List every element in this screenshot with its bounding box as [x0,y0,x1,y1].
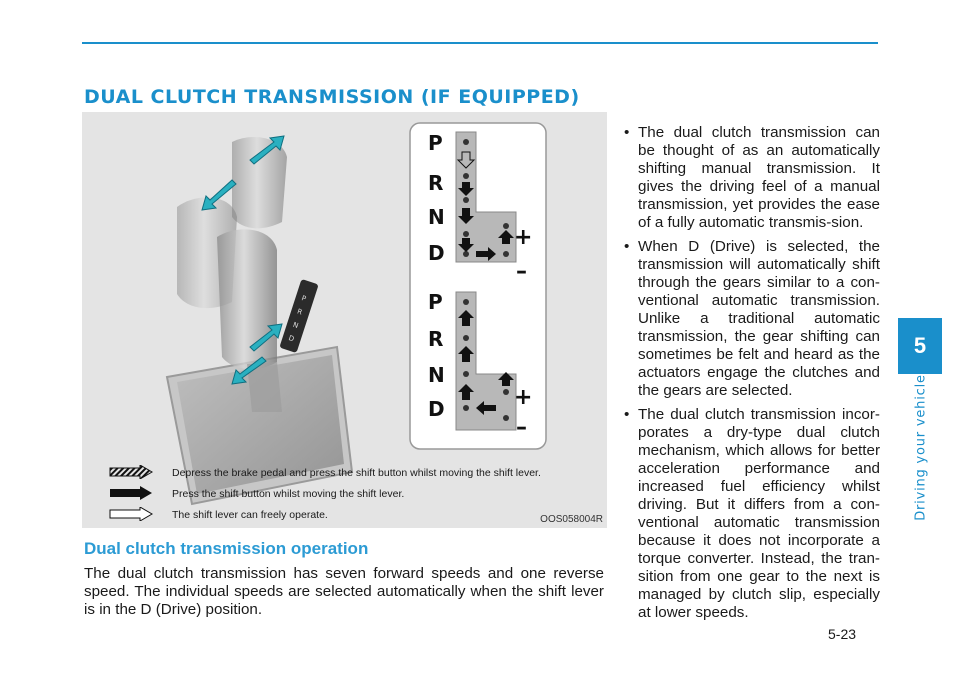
gate-pattern-panel [410,123,546,449]
legend-text: The shift lever can freely operate. [172,509,328,521]
top-rule [82,42,878,44]
manual-minus-label-lower: – [516,415,527,440]
manual-plus-label-lower: + [514,385,533,410]
legend-text: Depress the brake pedal and press the shift button whilst moving the shift lever. [172,467,541,479]
gate-label-p: P [428,131,443,155]
gate-label-r-lower: R [428,327,444,351]
chapter-label: Driving your vehicle [913,374,929,521]
hatched-arrow-icon [108,465,154,479]
figure-code: OOS058004R [540,514,603,525]
gate-label-d: D [428,241,445,265]
solid-arrow-icon [108,486,154,500]
page-number: 5-23 [828,626,857,642]
bullet-item: • The dual clutch transmission can be thought of as an automatically shifting manual transmission. It gives the driving feel of a manual transmission, yet provides the ease of a fully automatic transmis-sion. [616,124,880,232]
bullet-item: • When D (Drive) is selected, the transmission will automatically shift through the gears similar to a con-ventional automatic transmission. Unlike a traditional automatic transmission, the gear shifting can sometimes be felt and heard as the actuators engage the clutches and the gears are selected. [616,238,880,400]
indicator-label-n: N [291,320,300,331]
gate-label-n-lower: N [428,363,445,387]
outline-arrow-icon [108,507,154,521]
bullet-list [616,124,880,628]
legend-row [108,465,603,486]
gate-label-p-lower: P [428,290,443,314]
figure-legend [108,465,603,528]
manual-plus-label: + [514,225,533,250]
legend-text: Press the shift button whilst moving the shift lever. [172,488,405,500]
indicator-label-p: P [300,294,307,304]
chapter-tab: 5 [898,318,942,374]
subsection-body: The dual clutch transmission has seven forward speeds and one reverse speed. The individual speeds are selected automatically when the shift lever is in the D (Drive) position. [84,565,604,618]
subsection-heading: Dual clutch transmission operation [84,539,369,558]
manual-minus-label: – [516,259,527,284]
indicator-label-d: D [287,334,296,344]
gate-label-n: N [428,205,445,229]
legend-row [108,486,603,507]
gate-label-d-lower: D [428,397,445,421]
section-title: DUAL CLUTCH TRANSMISSION (IF EQUIPPED) [84,86,580,108]
legend-row [108,507,603,528]
indicator-label-r: R [296,307,304,317]
gear-indicator-strip [279,279,318,353]
bullet-item: • The dual clutch transmission incor-porates a dry-type dual clutch mechanism, which allows for better acceleration performance and increased fuel efficiency whilst driving. But it differs from a con-ventional automatic transmission because it does not incorporate a torque converter. Instead, the tran-sition from one gear to the next is managed by clutch slip, especially at lower speeds. [616,406,880,622]
gate-label-r: R [428,171,444,195]
gear-shift-figure [82,112,607,528]
